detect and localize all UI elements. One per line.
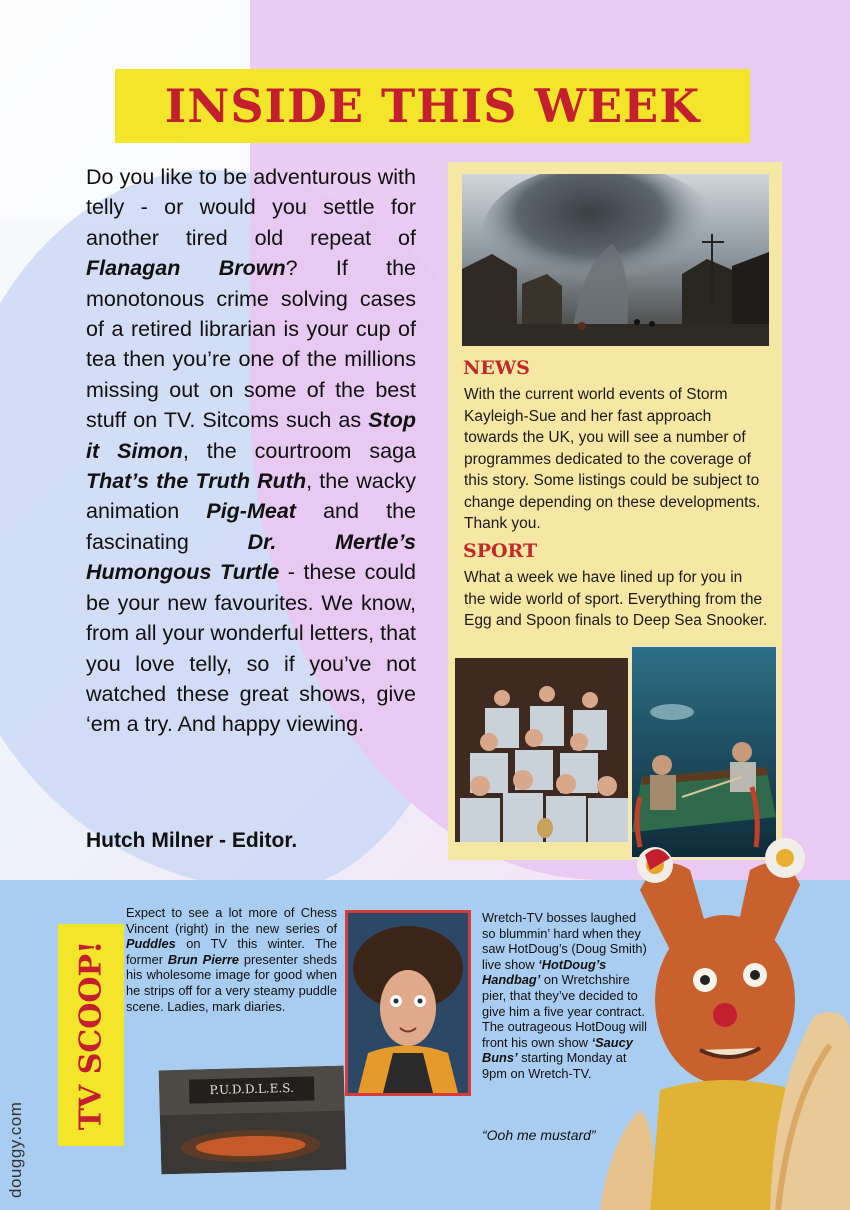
intro-text-1: Do you like to be adventurous with telly - or would you settle for another tired old repeat of [86,165,416,250]
tv-scoop-label: TV SCOOP! [73,940,109,1130]
intro-text-4: , the wacky animation [86,469,416,524]
hotdoug-text-3: starting Monday at 9pm on Wretch-TV. [482,1050,627,1081]
puddles-sign: P.U.D.D.L.E.S. [209,1080,294,1098]
intro-article [86,162,416,740]
show-title-brun-pierre: Brun Pierre [167,951,239,967]
site-credit: douggy.com [6,1101,25,1198]
intro-text-3: , the courtroom saga [182,438,416,463]
intro-text-2: ? If the monotonous crime solving cases of a retired librarian is your cup of tea then you’re one of the millions missing out on some of the best stuff on TV. Sitcoms such as [86,256,416,433]
show-title-hotdougs-handbag: ‘HotDoug’s Handbag’ [482,956,607,988]
show-title-humongous-turtle: Dr. Mertle’s Humongous Turtle [86,529,416,585]
scoop-text-1: Expect to see a lot more of Chess Vincent (right) in the new series of [126,905,337,936]
storm-image [462,174,769,346]
hotdoug-quote: “Ooh me mustard” [482,1127,596,1143]
show-title-pig-meat: Pig-Meat [206,499,296,524]
show-title-puddles: Puddles [126,936,176,952]
scoop-text-3: presenter sheds his wholesome image for good when he strips off for a very steamy puddle scene. Ladies, mark diaries. [126,951,337,1014]
show-title-flanagan-brown: Flanagan Brown [86,256,286,281]
puddles-show-image [159,1066,347,1175]
news-heading: NEWS [463,357,530,379]
hotdoug-costume-image [600,830,850,1210]
intro-text-5: and the fascinating [86,499,416,554]
hotdoug-text-1: Wretch-TV bosses laughed so blummin’ hard when they saw HotDoug’s (Doug Smith) live show [482,910,647,972]
show-title-saucy-buns: ‘Saucy Buns’ [482,1034,633,1066]
hotdoug-text-2: on Wretchshire pier, that they’ve decided to give him a five year contract. The outrageous HotDoug will front his own show [482,972,648,1050]
title-banner [115,69,750,143]
deep-sea-snooker-image [631,646,777,858]
editor-signoff: Hutch Milner - Editor. [86,829,298,852]
news-text: With the current world events of Storm Kayleigh-Sue and her fast approach towards the UK, you will see a number of programmes dedicated to the coverage of this story. Some listings could be subject to change depending on these developments. Thank you. [464,386,761,532]
tv-scoop-label-box [58,924,124,1146]
chess-vincent-photo [345,910,471,1096]
show-title-stop-it-simon: Stop it Simon [86,408,416,463]
scoop-text-2: on TV this winter. The former [126,936,337,967]
show-title-truth-ruth: That’s the Truth Ruth [86,469,307,494]
intro-text-6: - these could be your new favourites. We know, from all your wonderful letters, that you love telly, so if you’ve not watched these great shows, give ‘em a try. And happy viewing. [86,560,416,737]
sport-text: What a week we have lined up for you in the wide world of sport. Everything from the Egg and Spoon finals to Deep Sea Snooker. [464,569,768,629]
chess-vincent-article [126,905,337,1014]
page-title: INSIDE THIS WEEK [164,79,701,133]
sport-heading: SPORT [463,540,538,562]
egg-and-spoon-team-image [455,658,628,842]
